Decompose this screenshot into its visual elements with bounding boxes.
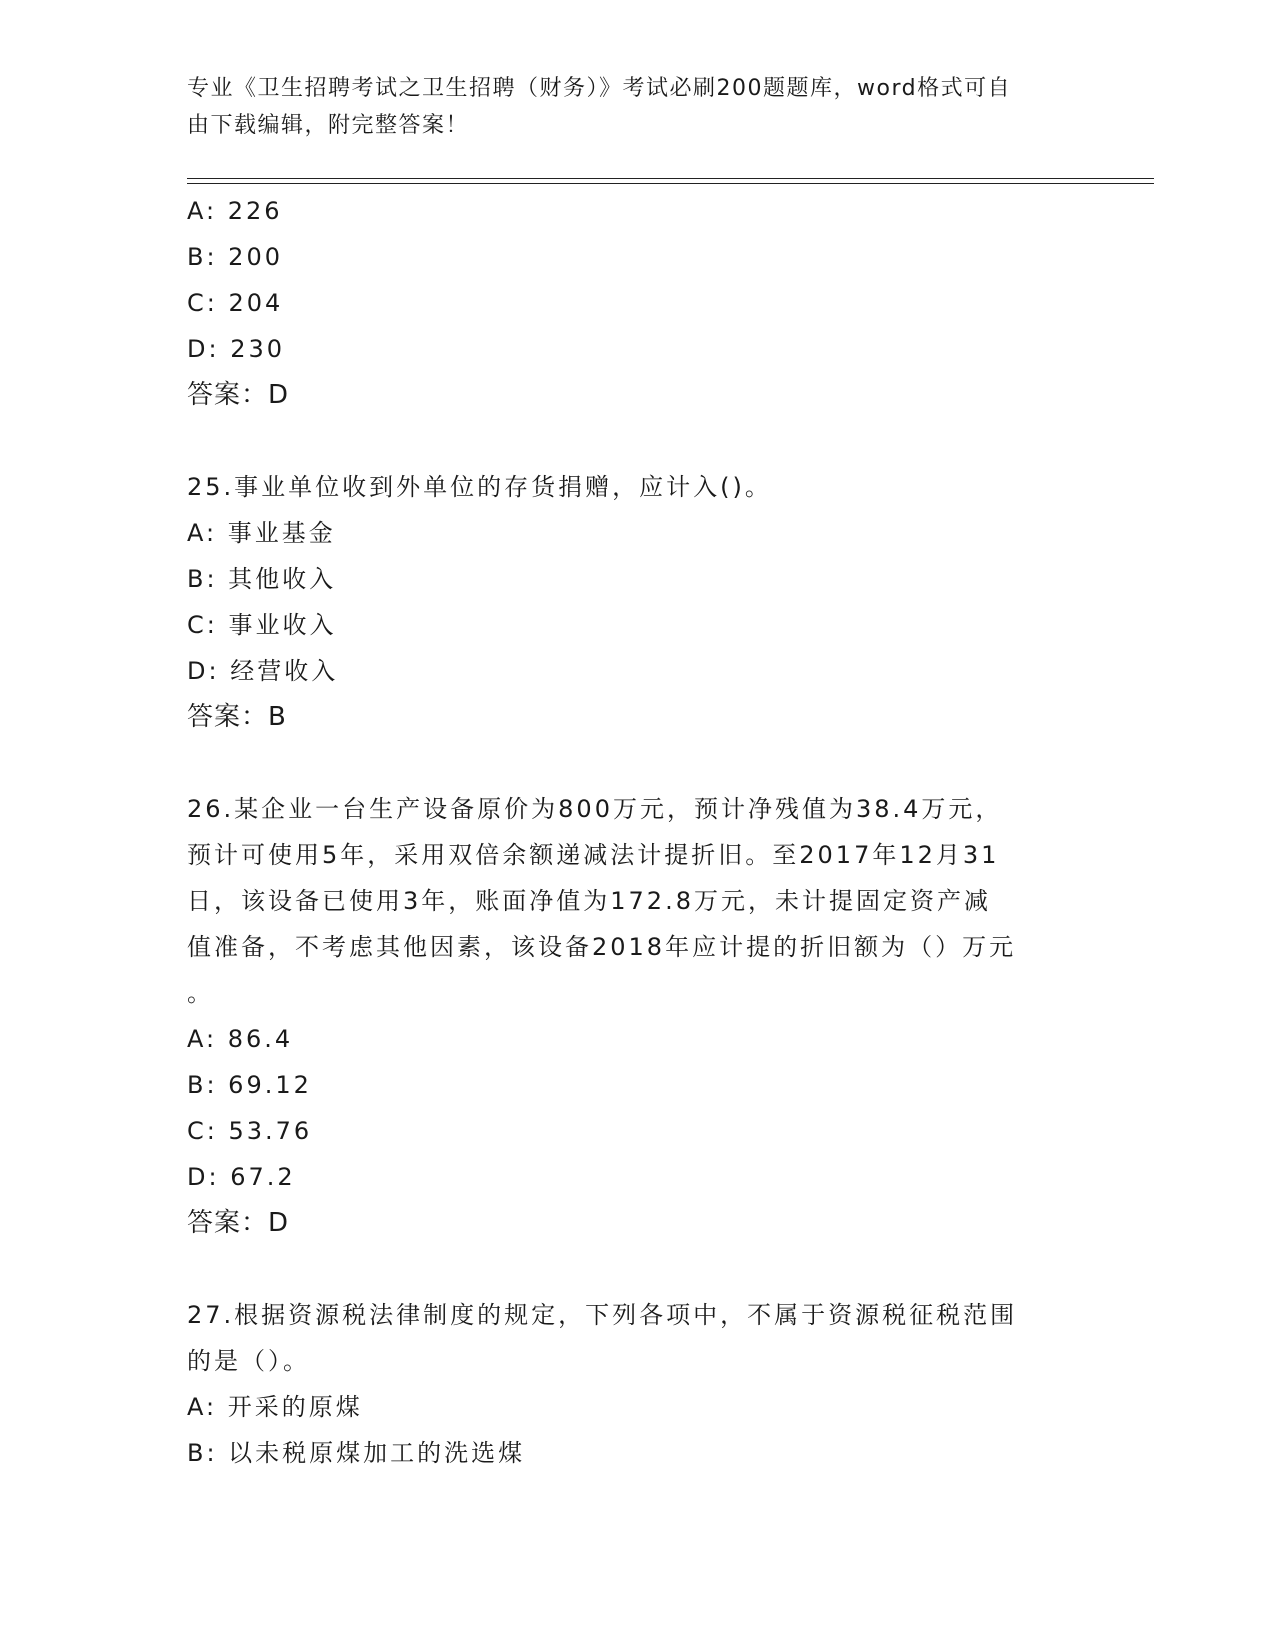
option-b: B: 69.12 <box>187 1071 312 1099</box>
question-stem-line: 日，该设备已使用3年，账面净值为172.8万元，未计提固定资产减 <box>187 887 991 915</box>
option-b: B: 以未税原煤加工的洗选煤 <box>187 1439 526 1467</box>
header-divider-bottom <box>187 183 1154 184</box>
header-divider-top <box>187 178 1154 179</box>
option-b: B: 其他收入 <box>187 565 337 593</box>
question-stem-line: 27.根据资源税法律制度的规定，下列各项中，不属于资源税征税范围 <box>187 1301 1018 1329</box>
option-a: A: 开采的原煤 <box>187 1393 363 1421</box>
answer: 答案：B <box>187 702 287 732</box>
option-a: A: 86.4 <box>187 1025 294 1053</box>
question-stem-line: 的是（）。 <box>187 1347 310 1375</box>
question-25 <box>187 464 1067 740</box>
header-title-line-2: 由下载编辑，附完整答案！ <box>187 113 470 138</box>
header-title-line-1: 专业《卫生招聘考试之卫生招聘（财务）》考试必刷200题题库，word格式可自 <box>187 76 1012 101</box>
spacer <box>187 418 1067 464</box>
spacer <box>187 1246 1067 1292</box>
question-list <box>187 188 1067 1476</box>
question-stem-line: 值准备，不考虑其他因素，该设备2018年应计提的折旧额为（）万元 <box>187 933 1017 961</box>
option-b: B: 200 <box>187 243 283 271</box>
option-d: D: 经营收入 <box>187 657 339 685</box>
question-stem-line: 26.某企业一台生产设备原价为800万元，预计净残值为38.4万元， <box>187 795 1003 823</box>
question-24 <box>187 188 1067 418</box>
document-header <box>187 70 1067 144</box>
spacer <box>187 740 1067 786</box>
option-a: A: 事业基金 <box>187 519 336 547</box>
answer: 答案：D <box>187 1208 290 1238</box>
question-stem-line: 。 <box>187 979 214 1007</box>
answer: 答案：D <box>187 380 290 410</box>
option-c: C: 204 <box>187 289 284 317</box>
option-d: D: 67.2 <box>187 1163 296 1191</box>
option-a: A: 226 <box>187 197 283 225</box>
option-c: C: 事业收入 <box>187 611 337 639</box>
question-26 <box>187 786 1067 1246</box>
option-c: C: 53.76 <box>187 1117 313 1145</box>
question-27 <box>187 1292 1067 1476</box>
question-stem-line: 预计可使用5年，采用双倍余额递减法计提折旧。至2017年12月31 <box>187 841 1000 869</box>
question-stem: 25.事业单位收到外单位的存货捐赠，应计入()。 <box>187 473 772 501</box>
option-d: D: 230 <box>187 335 286 363</box>
